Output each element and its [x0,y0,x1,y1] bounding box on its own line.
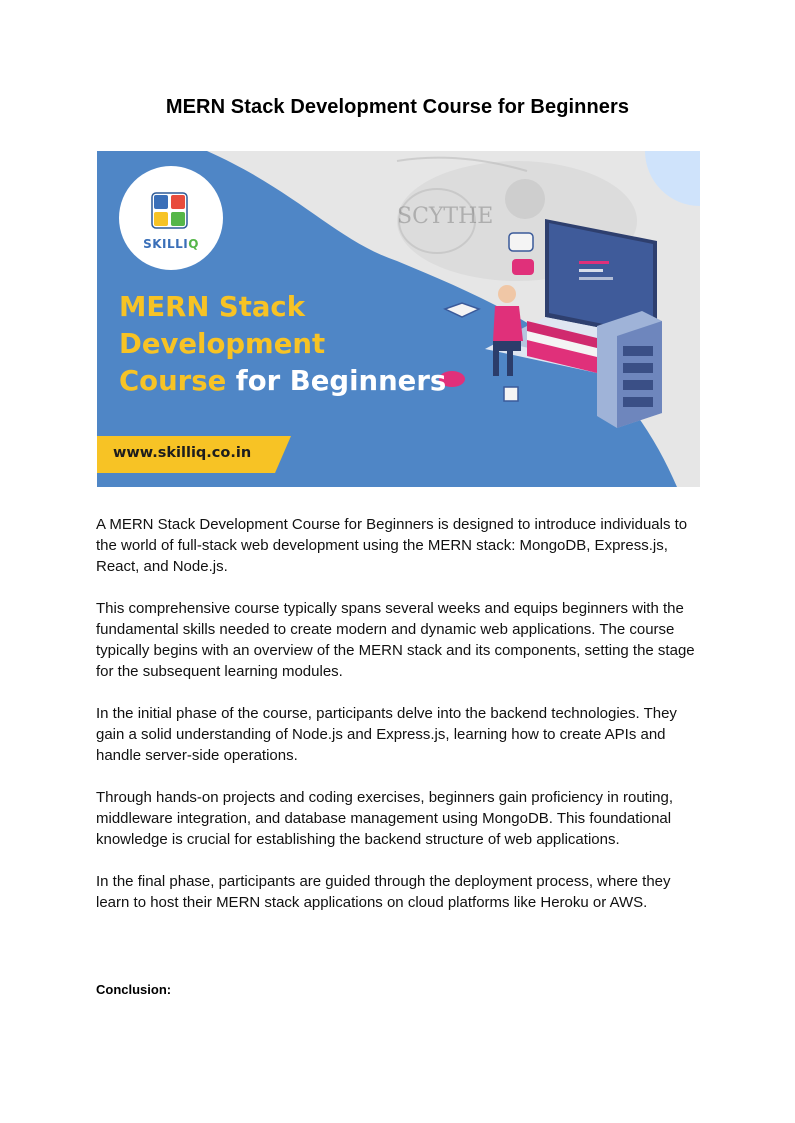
paragraph: A MERN Stack Development Course for Beginners is designed to introduce individuals to the world of full-stack web development using the MERN stack: MongoDB, Express.js, React, and Node.js. [96,516,688,575]
server-illustration [597,311,662,428]
banner-heading: MERN Stack Development Course for Beginners [119,291,447,397]
document-body [96,514,706,934]
paragraph: In the final phase, participants are guided through the deployment process, where they learn to host their MERN stack applications on cloud platforms like Heroku or AWS. [96,873,671,911]
document-title: MERN Stack Development Course for Beginners [165,96,630,118]
paragraph: Through hands-on projects and coding exercises, beginners gain proficiency in routing, middleware integration, and database management using MongoDB. This foundational knowledge is crucial for establishing the backend structure of web applications. [96,789,674,848]
background-sign-text: SCYTHE [397,204,494,229]
skilliq-logo-text: SKILLIQ [143,237,199,251]
course-banner-image [97,151,700,487]
paragraph: In the initial phase of the course, participants delve into the backend technologies. They gain a solid understanding of Node.js and Express.js, learning how to create APIs and handle server-side operations. [96,705,677,764]
conclusion-heading: Conclusion: [96,982,172,997]
banner-url: www.skilliq.co.in [113,445,252,461]
paragraph: This comprehensive course typically spans several weeks and equips beginners with the fundamental skills needed to create modern and dynamic web applications. The course typically begins with an overview of the MERN stack and its components, setting the stage for the subsequent learning modules. [96,600,695,680]
